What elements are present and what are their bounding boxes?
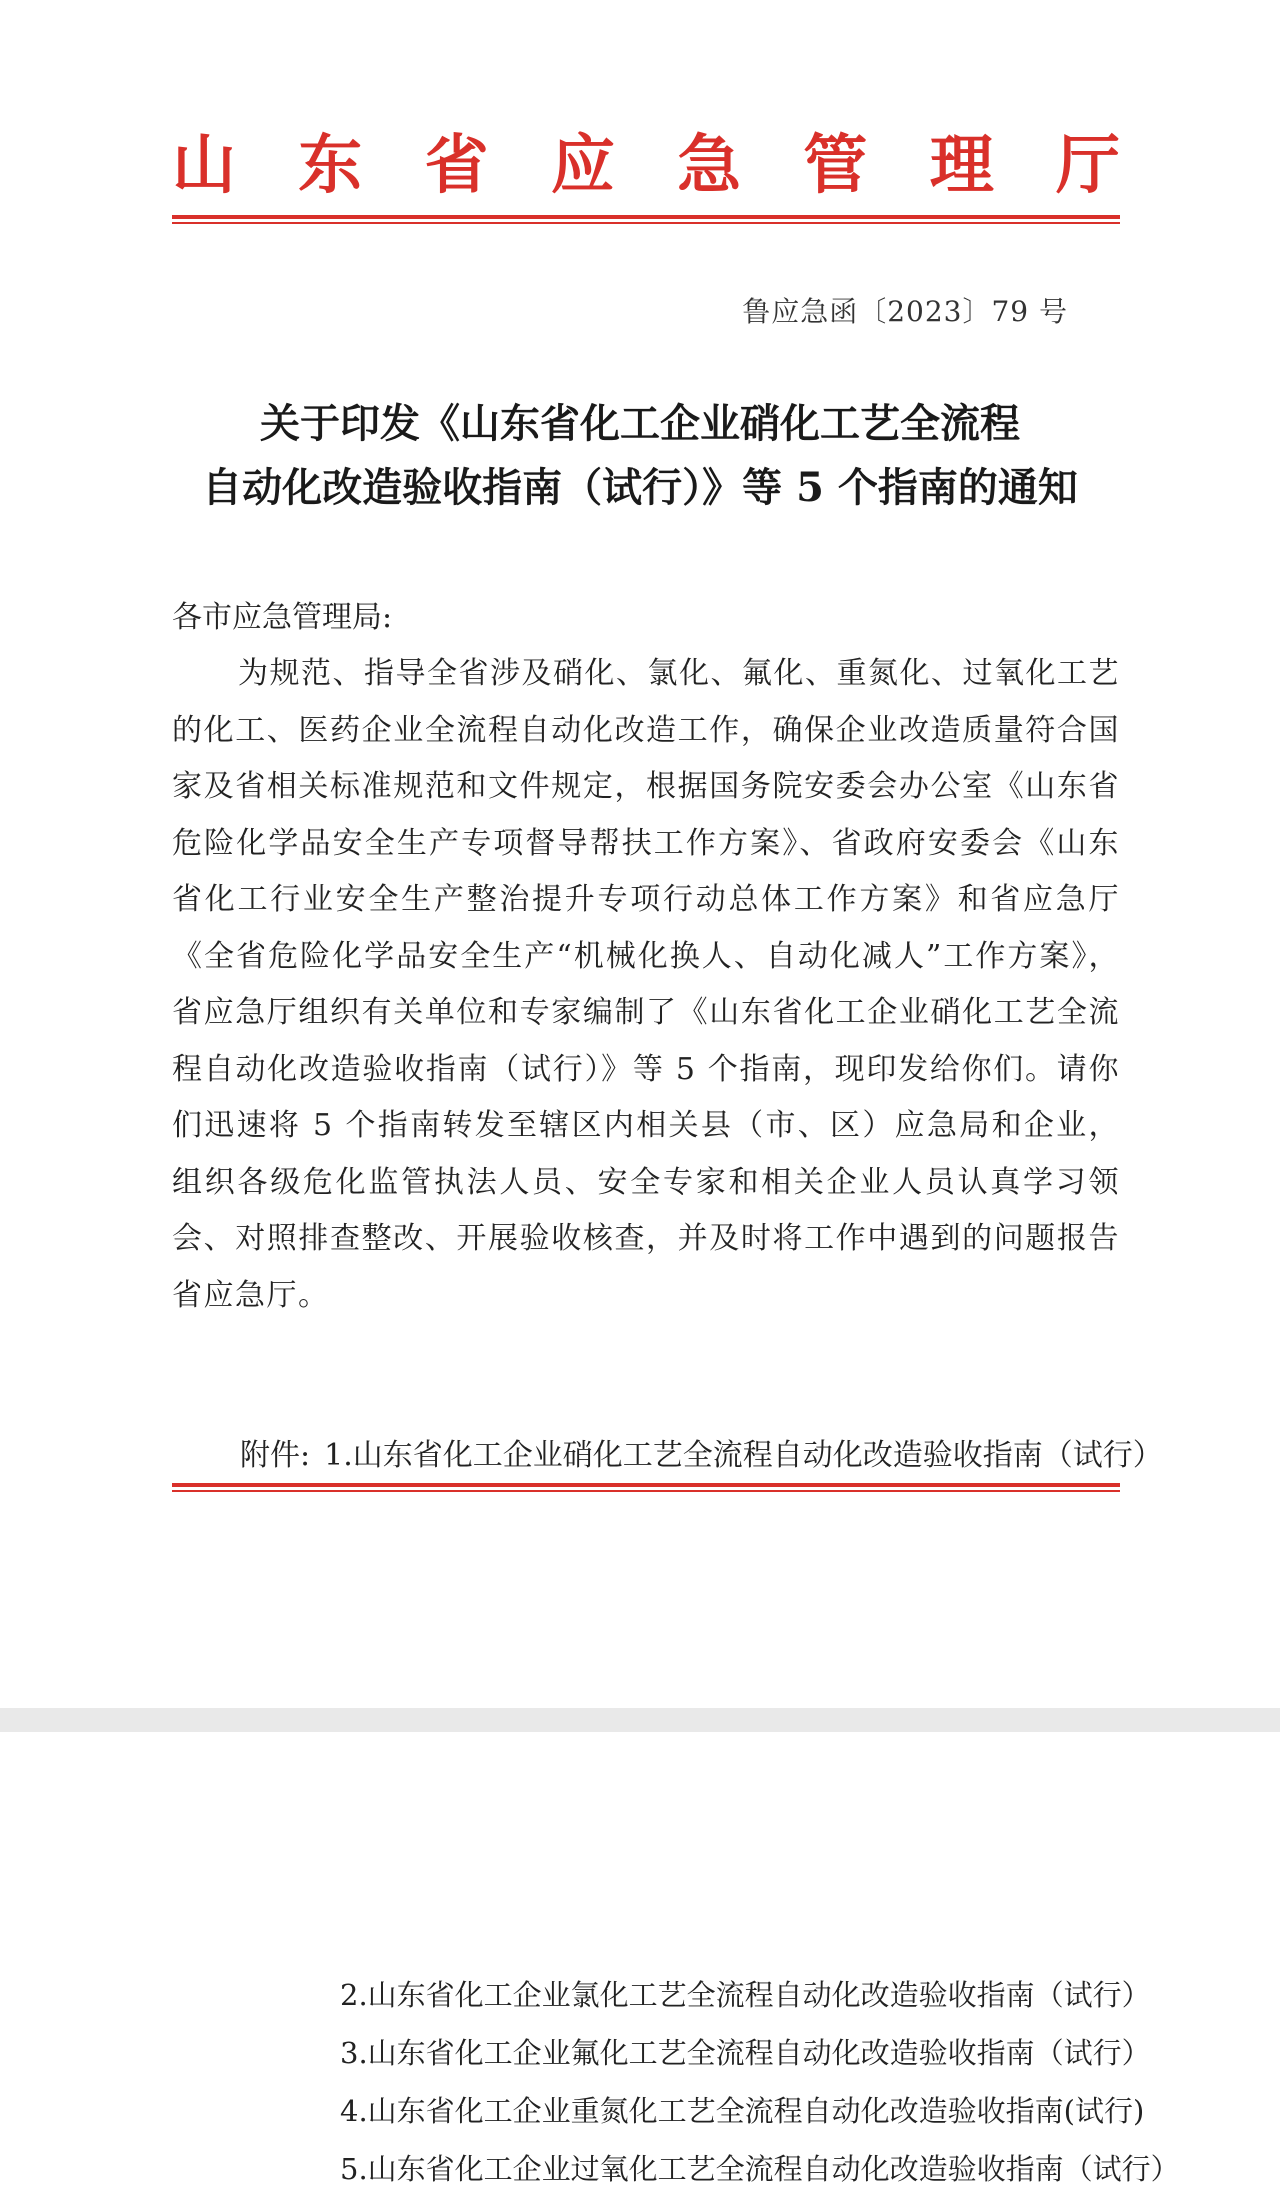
body-paragraph: 为规范、指导全省涉及硝化、氯化、氟化、重氮化、过氧化工艺的化工、医药企业全流程自动化改造工作，确保企业改造质量符合国家及省相关标准规范和文件规定，根据国务院安委会办公室《山东省危险化学品安全生产专项督导帮扶工作方案》、省政府安委会《山东省化工行业安全生产整治提升专项行动总体工作方案》和省应急厅《全省危险化学品安全生产“机械化换人、自动化减人”工作方案》，省应急厅组织有关单位和专家编制了《山东省化工企业硝化工艺全流程自动化改造验收指南（试行）》等 5 个指南，现印发给你们。请你们迅速将 5 个指南转发至辖区内相关县（市、区）应急局和企业，组织各级危化监管执法人员、安全专家和相关企业人员认真学习领会、对照排查整改、开展验收核查，并及时将工作中遇到的问题报告省应急厅。: [172, 656, 1120, 1313]
attachment-line-1: [240, 1430, 1163, 1474]
letterhead-char: 山: [172, 128, 236, 203]
title-line-2: 自动化改造验收指南（试行）》等 5 个指南的通知: [202, 464, 1078, 511]
letterhead-char: 东: [298, 128, 363, 203]
title-line-1: 关于印发《山东省化工企业硝化工艺全流程: [260, 400, 1020, 447]
footer-divider: [172, 1483, 1120, 1492]
attachment-label: 附件:: [240, 1438, 311, 1473]
document-page-2: [0, 1732, 1280, 2203]
letterhead-char: 急: [677, 128, 742, 203]
letterhead-char: 应: [550, 128, 615, 203]
salutation: 各市应急管理局:: [172, 600, 393, 635]
letterhead-char: 厅: [1055, 128, 1120, 203]
document-title: [120, 392, 1160, 520]
attachment-item: 5.山东省化工企业过氧化工艺全流程自动化改造验收指南（试行）: [340, 2152, 1180, 2186]
attachment-list: [340, 1966, 1180, 2198]
attachment-item: 4.山东省化工企业重氮化工艺全流程自动化改造验收指南(试行): [340, 2094, 1145, 2128]
attachment-item: 1.山东省化工企业硝化工艺全流程自动化改造验收指南（试行）: [324, 1438, 1163, 1473]
document-number: 鲁应急函〔2023〕79 号: [742, 295, 1068, 328]
letterhead-divider: [172, 215, 1120, 224]
attachment-item: 2.山东省化工企业氯化工艺全流程自动化改造验收指南（试行）: [340, 1978, 1151, 2012]
letterhead-char: 省: [424, 128, 489, 203]
letterhead-char: 管: [803, 128, 868, 203]
letterhead-org-name: [172, 128, 1120, 204]
letterhead-char: 理: [929, 128, 994, 203]
attachment-item: 3.山东省化工企业氟化工艺全流程自动化改造验收指南（试行）: [340, 2036, 1151, 2070]
